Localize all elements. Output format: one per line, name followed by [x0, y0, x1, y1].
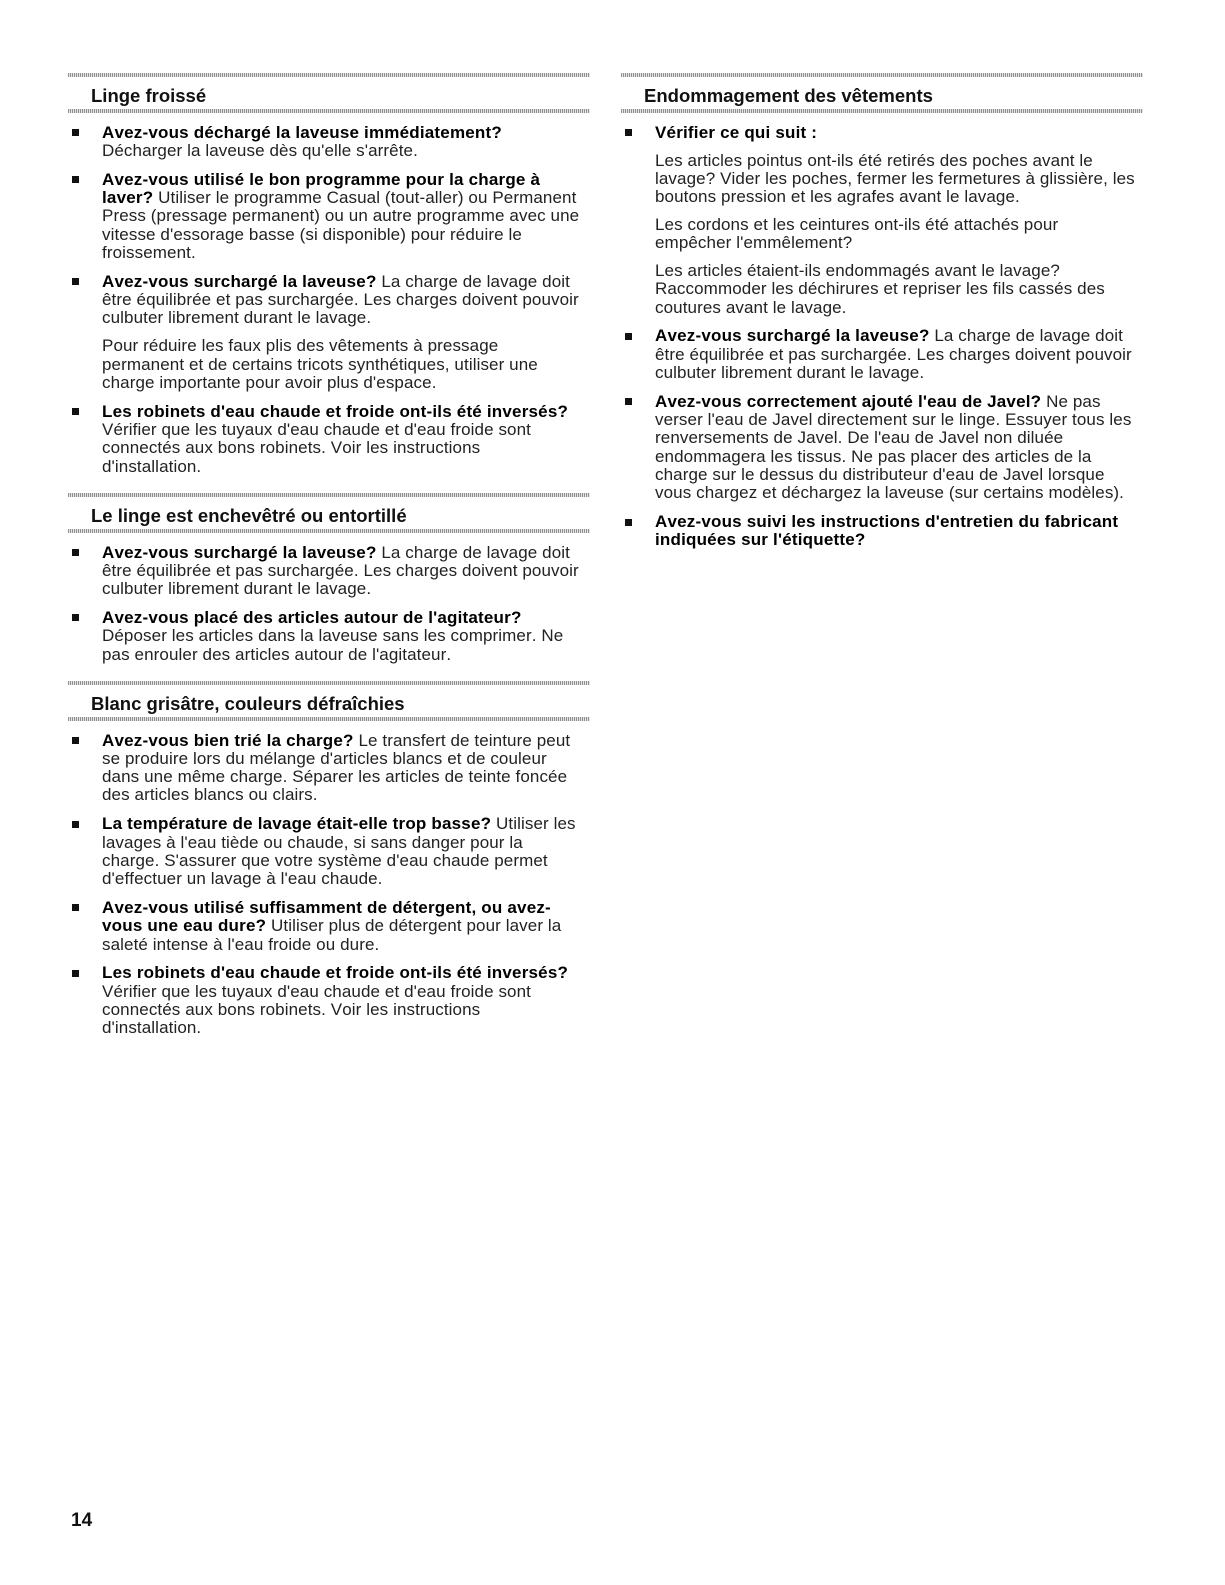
bullet-square-icon	[72, 904, 79, 911]
paragraph	[102, 815, 590, 888]
text-line	[102, 936, 590, 954]
text-line	[102, 1019, 590, 1037]
body-text: Les articles pointus ont-ils été retirés des poches avant le	[655, 150, 1093, 170]
section-heading: Blanc grisâtre, couleurs défraîchies	[91, 692, 405, 714]
text-line	[655, 299, 1143, 317]
text-line	[102, 439, 590, 457]
text-line	[655, 327, 1143, 345]
body-text: Les cordons et les ceintures ont-ils été attachés pour	[655, 214, 1059, 234]
bold-question: Avez-vous surchargé la laveuse?	[102, 271, 377, 291]
paragraph	[655, 262, 1143, 317]
body-text: Press (pressage permanent) ou un autre programme avec une	[102, 206, 580, 226]
body-text: vous chargez et déchargez la laveuse (sur certains modèles).	[655, 483, 1125, 503]
body-text: charge importante pour avoir plus d'espace.	[102, 372, 437, 392]
body-text: culbuter librement durant le lavage.	[655, 363, 925, 383]
body-text: froissement.	[102, 243, 196, 263]
body-text: Vérifier que les tuyaux d'eau chaude et d'eau froide sont	[102, 419, 531, 439]
bullet-list	[68, 732, 590, 1038]
text-line	[102, 834, 590, 852]
paragraph	[655, 124, 1143, 142]
section-rule-top	[68, 73, 590, 77]
text-line	[655, 234, 1143, 252]
text-line	[655, 124, 1143, 142]
list-item	[621, 327, 1143, 382]
bold-question: La température de lavage était-elle trop basse?	[102, 814, 492, 834]
list-item	[68, 964, 590, 1037]
bullet-square-icon	[72, 129, 79, 136]
paragraph	[102, 732, 590, 805]
text-line	[102, 870, 590, 888]
body-text: charge. S'assurer que votre système d'eau chaude permet	[102, 850, 548, 870]
list-item	[621, 124, 1143, 317]
text-line	[102, 983, 590, 1001]
text-line	[102, 291, 590, 309]
bullet-square-icon	[72, 614, 79, 621]
text-line	[102, 374, 590, 392]
bullet-square-icon	[72, 408, 79, 415]
paragraph	[102, 273, 590, 328]
text-line	[655, 216, 1143, 234]
text-line	[102, 273, 590, 291]
text-line	[102, 580, 590, 598]
text-line	[102, 562, 590, 580]
troubleshooting-section	[621, 73, 1143, 550]
body-text: Le transfert de teinture peut	[358, 730, 571, 750]
text-line	[102, 899, 590, 917]
body-text: endommagera les tissus. Ne pas placer des articles de la	[655, 446, 1092, 466]
paragraph	[655, 513, 1143, 550]
bullet-square-icon	[72, 176, 79, 183]
text-line	[102, 244, 590, 262]
body-text: La charge de lavage doit	[381, 271, 570, 291]
body-text: boutons pression et les agrafes avant le lavage.	[655, 187, 1020, 207]
text-line	[655, 429, 1143, 447]
section-heading: Linge froissé	[91, 85, 207, 106]
list-item	[68, 403, 590, 476]
text-line	[102, 403, 590, 421]
section-rule-bottom	[68, 529, 590, 533]
body-text: Utiliser les	[496, 814, 576, 834]
bold-question: Avez-vous surchargé la laveuse?	[655, 326, 930, 346]
body-text: être équilibrée et pas surchargée. Les charges doivent pouvoir	[102, 290, 579, 310]
body-text: Vérifier que les tuyaux d'eau chaude et d'eau froide sont	[102, 981, 531, 1001]
bold-question: Vérifier ce qui suit :	[655, 122, 818, 142]
paragraph	[102, 337, 590, 392]
text-line	[102, 646, 590, 664]
text-line	[655, 346, 1143, 364]
paragraph	[655, 393, 1143, 503]
bold-question: Avez-vous utilisé le bon programme pour la charge à	[102, 169, 541, 189]
text-line	[102, 421, 590, 439]
text-line	[102, 786, 590, 804]
bold-question: Avez-vous bien trié la charge?	[102, 730, 354, 750]
text-line	[102, 1001, 590, 1019]
bullet-square-icon	[72, 737, 79, 744]
text-line	[102, 309, 590, 327]
list-item	[68, 609, 590, 664]
paragraph	[655, 152, 1143, 207]
text-line	[655, 280, 1143, 298]
body-text: connectés aux bons robinets. Voir les instructions	[102, 438, 481, 458]
section-rule-top	[621, 73, 1143, 77]
text-line	[102, 627, 590, 645]
section-rule-top	[68, 493, 590, 497]
text-line	[102, 917, 590, 935]
text-line	[655, 448, 1143, 466]
list-item	[68, 544, 590, 599]
text-line	[102, 189, 590, 207]
body-text: culbuter librement durant le lavage.	[102, 579, 372, 599]
troubleshooting-section	[68, 681, 590, 1038]
list-item	[68, 171, 590, 262]
bullet-list	[68, 124, 590, 476]
bullet-square-icon	[72, 549, 79, 556]
body-text: lavage? Vider les poches, fermer les fermetures à glissière, les	[655, 168, 1135, 188]
bold-question: Les robinets d'eau chaude et froide ont-ils été inversés?	[102, 963, 569, 983]
paragraph	[102, 609, 590, 664]
bullet-square-icon	[625, 519, 632, 526]
text-line	[655, 531, 1143, 549]
bold-question: Avez-vous surchargé la laveuse?	[102, 542, 377, 562]
text-line	[655, 262, 1143, 280]
text-line	[102, 356, 590, 374]
text-line	[655, 466, 1143, 484]
bullet-square-icon	[625, 398, 632, 405]
body-text: Raccommoder les déchirures et repriser les fils cassés des	[655, 279, 1105, 299]
body-text: Déposer les articles dans la laveuse sans les comprimer. Ne	[102, 626, 564, 646]
paragraph	[655, 327, 1143, 382]
text-line	[102, 458, 590, 476]
paragraph	[102, 964, 590, 1037]
text-line	[102, 124, 590, 142]
text-line	[102, 768, 590, 786]
body-text: Ne pas	[1046, 391, 1101, 411]
body-text: des articles blancs ou clairs.	[102, 785, 318, 805]
bullet-square-icon	[72, 821, 79, 828]
body-text: renversements de Javel. De l'eau de Javel non diluée	[655, 428, 1064, 448]
paragraph	[102, 899, 590, 954]
text-line	[655, 484, 1143, 502]
body-text: charge sur le dessus du distributeur d'eau de Javel lorsque	[655, 465, 1105, 484]
paragraph	[102, 544, 590, 599]
troubleshooting-section	[68, 493, 590, 664]
body-text: Décharger la laveuse dès qu'elle s'arrête.	[102, 141, 418, 161]
body-text: La charge de lavage doit	[381, 542, 570, 562]
body-text: d'installation.	[102, 1018, 202, 1038]
list-item	[621, 513, 1143, 550]
body-text: permanent et de certains tricots synthétiques, utiliser une	[102, 354, 538, 374]
section-rule-top	[68, 681, 590, 685]
bold-question: indiquées sur l'étiquette?	[655, 530, 866, 550]
text-line	[655, 364, 1143, 382]
bold-question: vous une eau dure?	[102, 916, 267, 936]
body-text: La charge de lavage doit	[934, 326, 1123, 346]
text-line	[655, 170, 1143, 188]
text-line	[102, 964, 590, 982]
text-line	[102, 732, 590, 750]
body-text: saleté intense à l'eau froide ou dure.	[102, 934, 380, 954]
list-item	[621, 393, 1143, 503]
list-item	[68, 899, 590, 954]
text-line	[655, 188, 1143, 206]
bold-question: Les robinets d'eau chaude et froide ont-ils été inversés?	[102, 401, 569, 421]
text-line	[102, 207, 590, 225]
left-column	[68, 73, 590, 1055]
bold-question: Avez-vous correctement ajouté l'eau de Javel?	[655, 391, 1042, 411]
text-line	[102, 142, 590, 160]
list-item	[68, 732, 590, 805]
section-rule-bottom	[68, 109, 590, 113]
bullet-list	[68, 544, 590, 664]
paragraph	[102, 171, 590, 262]
body-text: Pour réduire les faux plis des vêtements à pressage	[102, 336, 499, 356]
text-line	[655, 513, 1143, 531]
body-text: être équilibrée et pas surchargée. Les charges doivent pouvoir	[655, 344, 1132, 364]
troubleshooting-section	[68, 73, 590, 476]
body-text: Utiliser le programme Casual (tout-aller) ou Permanent	[158, 188, 577, 208]
body-text: culbuter librement durant le lavage.	[102, 308, 372, 328]
body-text: dans une même charge. Séparer les articles de teinte foncée	[102, 767, 568, 787]
list-item	[68, 815, 590, 888]
body-text: connectés aux bons robinets. Voir les instructions	[102, 999, 481, 1019]
text-line	[655, 393, 1143, 411]
body-text: verser l'eau de Javel directement sur le linge. Essuyer tous les	[655, 410, 1132, 430]
body-text: d'installation.	[102, 456, 202, 476]
text-line	[655, 152, 1143, 170]
paragraph	[655, 216, 1143, 253]
bold-question: laver?	[102, 188, 154, 208]
body-text: se produire lors du mélange d'articles blancs et de couleur	[102, 748, 547, 768]
list-item	[68, 273, 590, 392]
text-line	[102, 337, 590, 355]
text-line	[102, 226, 590, 244]
body-text: lavages à l'eau tiède ou chaude, si sans danger pour la	[102, 832, 523, 852]
bold-question: Avez-vous placé des articles autour de l'agitateur?	[102, 607, 522, 627]
section-rule-bottom	[621, 109, 1143, 113]
body-text: vitesse d'essorage basse (si disponible) pour réduire le	[102, 224, 522, 244]
text-line	[655, 411, 1143, 429]
section-heading: Endommagement des vêtements	[644, 85, 933, 106]
text-line	[102, 171, 590, 189]
text-line	[102, 544, 590, 562]
body-text: pas enrouler des articles autour de l'agitateur.	[102, 644, 452, 664]
body-text: d'effectuer un lavage à l'eau chaude.	[102, 869, 383, 889]
text-line	[102, 750, 590, 768]
bullet-square-icon	[625, 333, 632, 340]
body-text: être équilibrée et pas surchargée. Les charges doivent pouvoir	[102, 560, 579, 580]
section-heading: Le linge est enchevêtré ou entortillé	[91, 504, 407, 526]
body-text: coutures avant le lavage.	[655, 297, 847, 317]
bold-question: Avez-vous suivi les instructions d'entretien du fabricant	[655, 512, 1119, 532]
text-line	[102, 852, 590, 870]
section-rule-bottom	[68, 717, 590, 721]
bold-question: Avez-vous utilisé suffisamment de détergent, ou avez-	[102, 897, 551, 917]
bullet-square-icon	[72, 970, 79, 977]
body-text: Utiliser plus de détergent pour laver la	[271, 916, 562, 936]
list-item	[68, 124, 590, 161]
body-text: empêcher l'emmêlement?	[655, 233, 853, 253]
body-text: Les articles étaient-ils endommagés avant le lavage?	[655, 261, 1060, 281]
bullet-square-icon	[625, 129, 632, 136]
page-number: 14	[71, 1510, 93, 1531]
text-line	[102, 815, 590, 833]
bullet-square-icon	[72, 278, 79, 285]
right-column	[621, 73, 1143, 567]
bold-question: Avez-vous déchargé la laveuse immédiatement?	[102, 122, 502, 142]
paragraph	[102, 124, 590, 161]
text-line	[102, 609, 590, 627]
paragraph	[102, 403, 590, 476]
bullet-list	[621, 124, 1143, 550]
